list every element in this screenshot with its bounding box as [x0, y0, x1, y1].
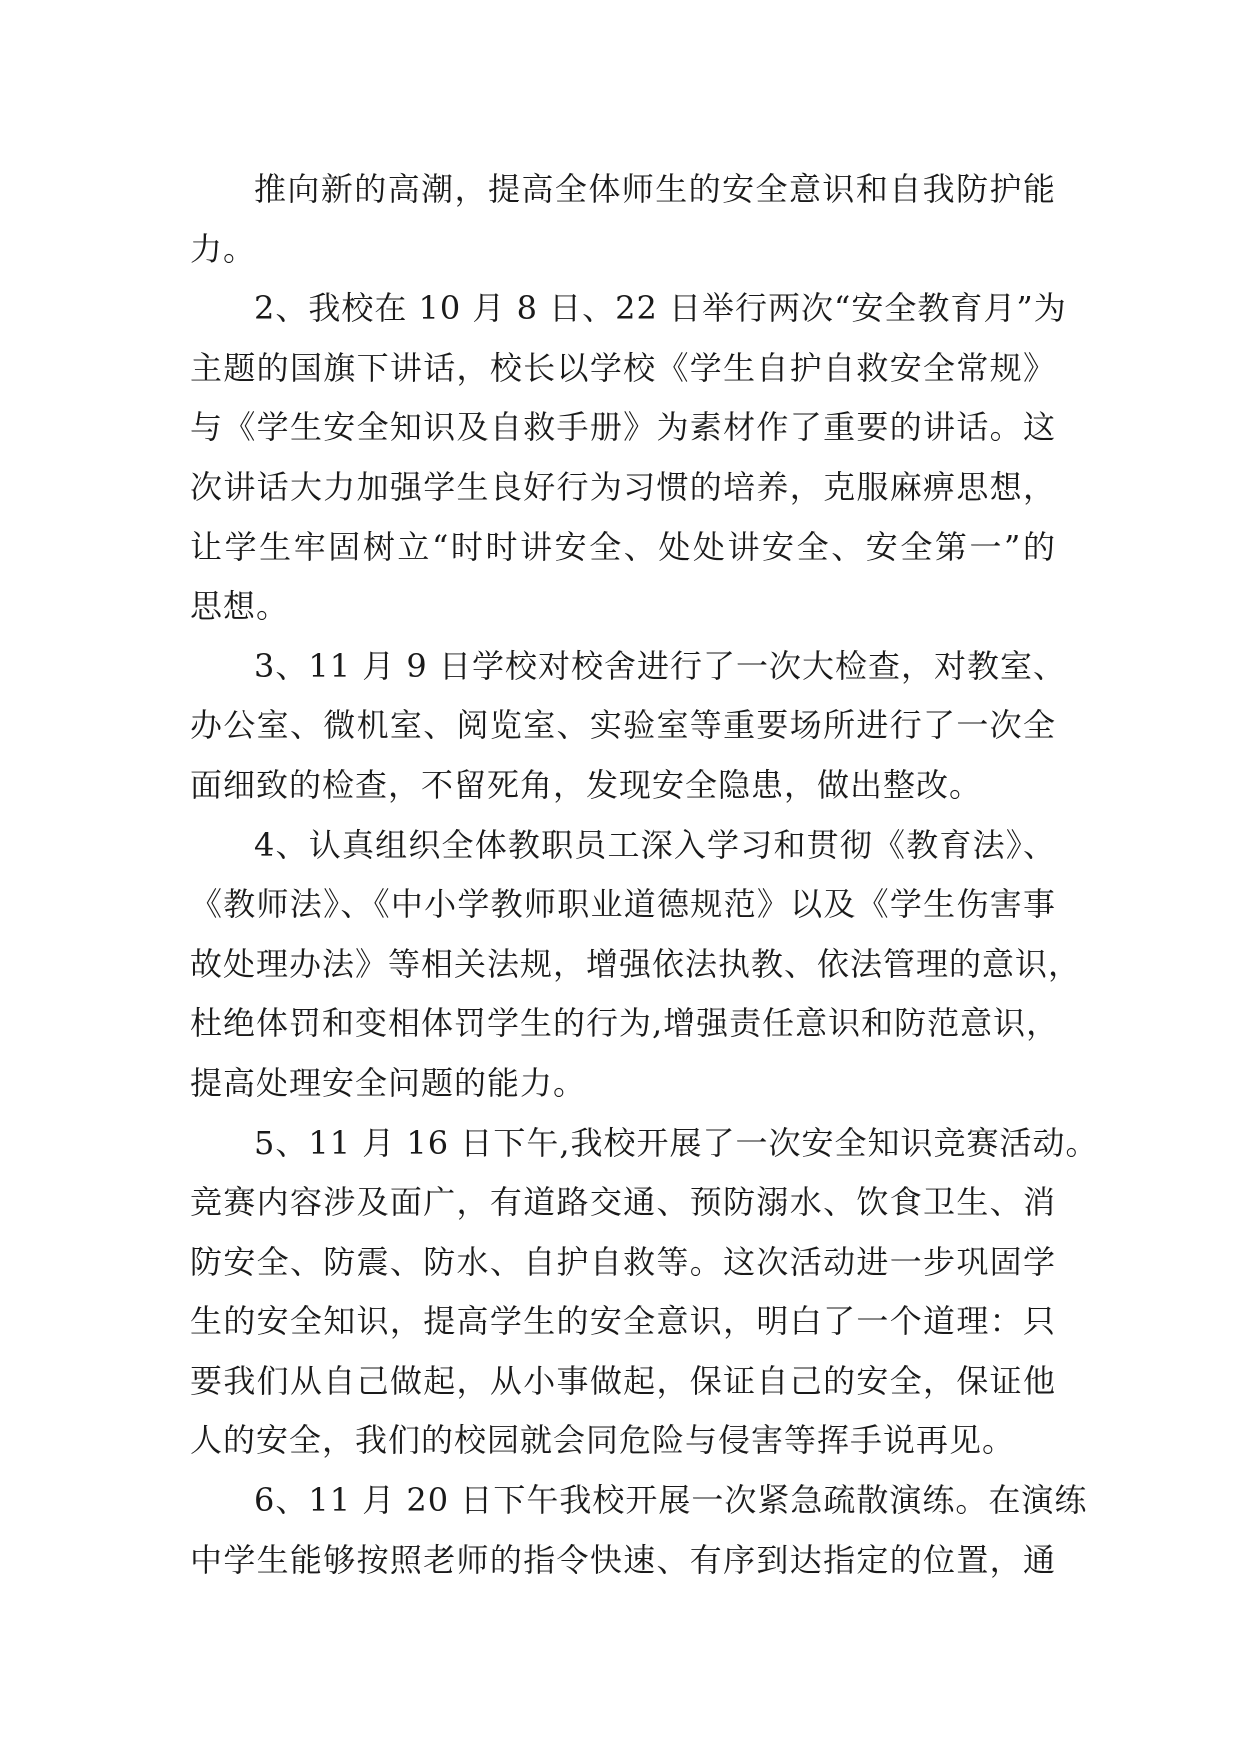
text-line: 次讲话大力加强学生良好行为习惯的培养，克服麻痹思想， — [190, 467, 1056, 506]
text-line: 5、11 月 16 日下午,我校开展了一次安全知识竞赛活动。 — [254, 1123, 1099, 1162]
text-line: 推向新的高潮，提高全体师生的安全意识和自我防护能 — [254, 170, 1056, 208]
text-line: 面细致的检查，不留死角，发现安全隐患，做出整改。 — [190, 765, 983, 804]
text-line: 杜绝体罚和变相体罚学生的行为,增强责任意识和防范意识， — [190, 1004, 1060, 1043]
text-line: 防安全、防震、防水、自护自救等。这次活动进一步巩固学 — [190, 1242, 1056, 1281]
text-line: 6、11 月 20 日下午我校开展一次紧急疏散演练。在演练 — [254, 1481, 1088, 1520]
text-line: 主题的国旗下讲话，校长以学校《学生自护自救安全常规》 — [190, 348, 1056, 387]
text-line: 提高处理安全问题的能力。 — [190, 1063, 587, 1102]
text-line: 竞赛内容涉及面广，有道路交通、预防溺水、饮食卫生、消 — [190, 1183, 1056, 1222]
text-line: 让学生牢固树立“时时讲安全、处处讲安全、安全第一”的 — [190, 527, 1056, 566]
text-line: 人的安全，我们的校园就会同危险与侵害等挥手说再见。 — [190, 1421, 1016, 1460]
text-line: 力。 — [190, 229, 257, 268]
text-line: 要我们从自己做起，从小事做起，保证自己的安全，保证他 — [190, 1361, 1056, 1400]
text-line: 4、认真组织全体教职员工深入学习和贯彻《教育法》、 — [254, 825, 1056, 864]
document-body — [190, 160, 1099, 1590]
text-line: 2、我校在 10 月 8 日、22 日举行两次“安全教育月”为 — [254, 289, 1067, 328]
text-line: 中学生能够按照老师的指令快速、有序到达指定的位置，通 — [190, 1540, 1056, 1579]
text-line: 思想。 — [190, 587, 290, 626]
text-line: 故处理办法》等相关法规，增强依法执教、依法管理的意识， — [190, 944, 1082, 983]
text-line: 办公室、微机室、阅览室、实验室等重要场所进行了一次全 — [190, 706, 1056, 745]
text-line: 生的安全知识，提高学生的安全意识，明白了一个道理：只 — [190, 1302, 1056, 1341]
text-line: 《教师法》、《中小学教师职业道德规范》以及《学生伤害事 — [190, 885, 1056, 924]
text-line: 3、11 月 9 日学校对校舍进行了一次大检查，对教室、 — [254, 646, 1066, 685]
text-line: 与《学生安全知识及自救手册》为素材作了重要的讲话。这 — [190, 408, 1056, 447]
